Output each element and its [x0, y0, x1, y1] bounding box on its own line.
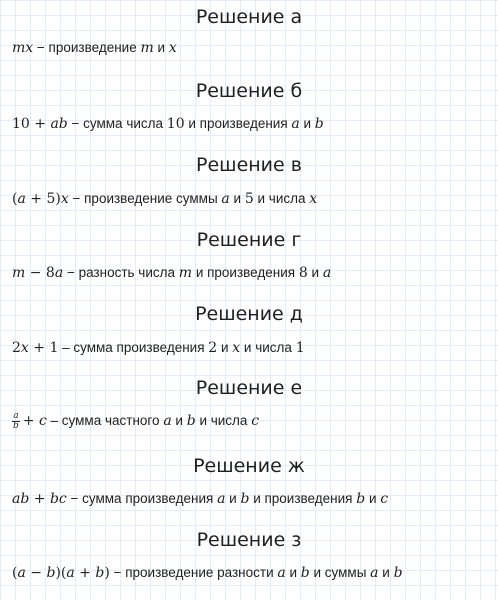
var: c: [380, 491, 389, 507]
var: b: [240, 491, 250, 507]
heading-solution-d: Решение д: [195, 303, 303, 325]
var: b: [186, 413, 196, 429]
text: и: [365, 491, 381, 506]
solution-v-text: [12, 189, 492, 209]
var: m: [178, 265, 193, 281]
var: b: [356, 491, 366, 507]
text: − произведение разности: [109, 565, 278, 580]
text: и: [285, 565, 301, 580]
text: – сумма произведения: [58, 340, 209, 355]
var: c: [251, 413, 260, 429]
var: a: [370, 565, 379, 581]
var: a: [163, 413, 172, 429]
text: и: [217, 340, 233, 355]
var: a: [277, 565, 286, 581]
expr: − 8: [25, 265, 55, 281]
solution-g-text: [12, 263, 492, 283]
heading-solution-b: Решение б: [195, 80, 303, 102]
text: и числа: [195, 413, 252, 428]
text: − произведение: [33, 40, 141, 55]
solution-a-text: [12, 38, 492, 58]
text: и числа: [253, 191, 310, 206]
heading-solution-g: Решение г: [196, 229, 302, 251]
var: x: [232, 340, 241, 356]
num: 1: [295, 340, 305, 356]
expr: mx: [12, 40, 34, 56]
expr: + 5): [25, 191, 61, 207]
var: m: [140, 40, 154, 56]
text: и: [299, 116, 315, 131]
var: a: [54, 265, 64, 281]
var: b: [314, 116, 324, 132]
text: − сумма числа: [67, 116, 167, 131]
text: и произведения: [249, 491, 357, 506]
num: 5: [244, 191, 254, 207]
var: b: [300, 565, 310, 581]
op: +: [22, 413, 39, 429]
heading-solution-z: Решение з: [196, 529, 302, 551]
var: b: [95, 565, 105, 581]
solution-e-text: [12, 411, 492, 431]
expr-var: ab: [50, 116, 68, 132]
heading-solution-zh: Решение ж: [193, 455, 305, 477]
op: +: [29, 491, 50, 507]
var: a: [66, 565, 75, 581]
text: и суммы: [309, 565, 371, 580]
var: ab: [12, 491, 30, 507]
var: a: [291, 116, 300, 132]
fraction-numerator: a: [13, 410, 19, 421]
var: m: [12, 265, 26, 281]
heading-solution-v: Решение в: [196, 154, 302, 176]
var: a: [217, 491, 226, 507]
var: b: [393, 565, 403, 581]
var: x: [309, 191, 318, 207]
text: и произведения: [184, 116, 292, 131]
paren: ): [104, 565, 110, 581]
var: x: [20, 340, 29, 356]
var: a: [221, 191, 230, 207]
text: и: [229, 191, 245, 206]
text: и: [171, 413, 187, 428]
expr: 10 +: [12, 116, 51, 132]
fraction: [12, 412, 20, 431]
num: 2: [12, 340, 21, 356]
heading-solution-e: Решение е: [195, 377, 303, 399]
expr: + 1: [28, 340, 59, 356]
solution-d-text: [12, 338, 492, 358]
var: bc: [49, 491, 67, 507]
var: a: [322, 265, 332, 281]
heading-solution-a: Решение а: [195, 6, 303, 28]
var: x: [60, 191, 69, 207]
paren: (: [12, 565, 18, 581]
num: 10: [166, 116, 185, 132]
var: x: [168, 40, 177, 56]
op: −: [25, 565, 47, 581]
text: и: [307, 265, 323, 280]
text: и: [378, 565, 394, 580]
text: − произведение суммы: [68, 191, 222, 206]
num: 2: [208, 340, 218, 356]
text: и: [153, 40, 169, 55]
var: c: [38, 413, 47, 429]
paren: (: [12, 191, 18, 207]
text: и числа: [240, 340, 296, 355]
solution-z-text: [12, 563, 492, 583]
solution-b-text: [12, 114, 492, 134]
paren: )(: [55, 565, 67, 581]
var: a: [17, 565, 26, 581]
num: 8: [298, 265, 308, 281]
text: и: [225, 491, 241, 506]
var: b: [46, 565, 56, 581]
fraction-denominator: b: [13, 420, 19, 431]
op: +: [74, 565, 96, 581]
text: и произведения: [192, 265, 299, 280]
text: − сумма произведения: [66, 491, 218, 506]
solution-zh-text: [12, 489, 492, 509]
text: − разность числа: [63, 265, 179, 280]
text: – сумма частного: [46, 413, 164, 428]
var: a: [17, 191, 26, 207]
